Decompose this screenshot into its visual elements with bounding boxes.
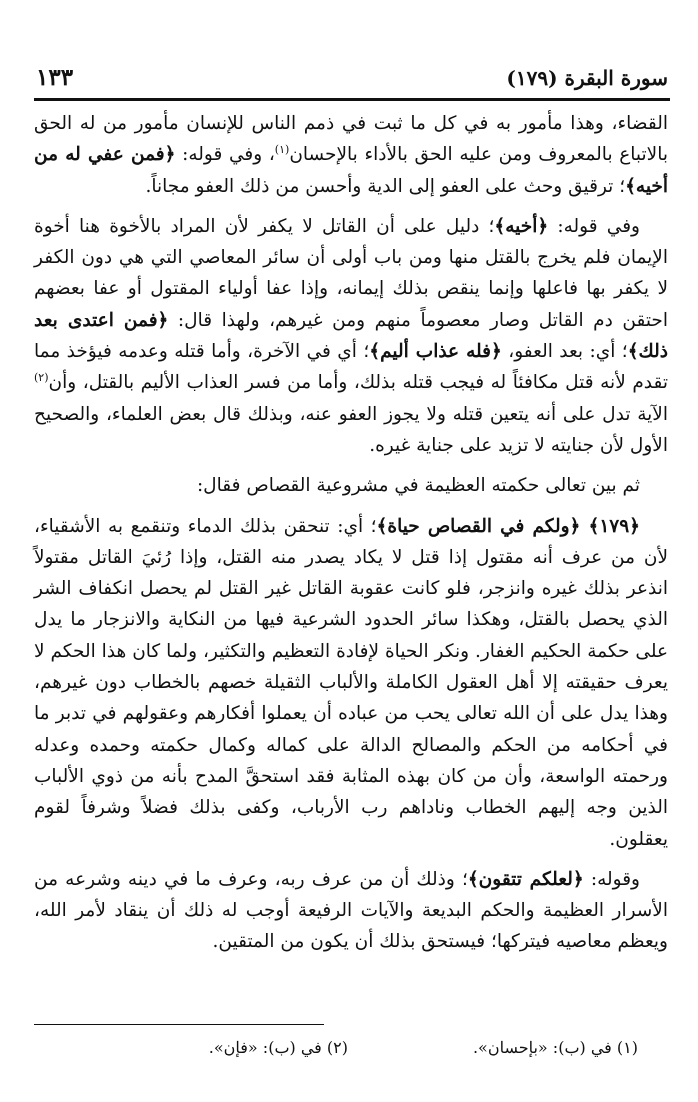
header-divider xyxy=(34,98,670,101)
footnote-divider xyxy=(34,1024,324,1025)
quran-verse-179: ﴿١٧٩﴾ ﴿ولكم في القصاص حياة﴾ xyxy=(376,515,640,537)
main-text xyxy=(34,108,668,963)
quran-quote: ﴿فمن اعتدى بعد ذلك﴾ xyxy=(34,309,668,363)
surah-title: سورة البقرة (١٧٩) xyxy=(506,66,668,90)
quran-quote: ﴿فله عذاب أليم﴾ xyxy=(369,341,502,363)
footnote-ref-2: (٢) xyxy=(34,371,49,385)
footnote-ref-1: (١) xyxy=(274,143,290,157)
quran-quote: ﴿فمن عفي له من أخيه﴾ xyxy=(34,144,668,197)
quran-quote: ﴿أخيه﴾ xyxy=(494,215,549,237)
paragraph-2: وفي قوله: ﴿أخيه﴾؛ دليل على أن القاتل لا يكفر لأن المراد بالأخوة هنا أخوة الإيمان فلم يخرج بالقتل منها ومن باب أولى أن سائر المعاصي التي هي دون الكفر لا يكفر بها فاعلها وإنما ينقص بذلك إيمانه، وإذا عفا أولياء المقتول أو عفا بعضهم احتقن دم القاتل وصار معصوماً منهم ومن غيرهم، ولهذا قال: ﴿فمن اعتدى بعد ذلك﴾؛ أي: بعد العفو، ﴿فله عذاب أليم﴾؛ أي في الآخرة، وأما قتله وعدمه فيؤخذ مما تقدم لأنه قتل مكافئاً له فيجب قتله بذلك، وأما من فسر العذاب الأليم بالقتل، وأن$^{(٢)}$ الآية تدل على أنه يتعين قتله ولا يجوز العفو عنه، وبذلك قال بعض العلماء، والصحيح الأول لأن جنايته لا تزيد على جناية غيره. xyxy=(34,215,668,456)
footnote-2: (٢) في (ب): «فإن». xyxy=(208,1038,348,1057)
paragraph-5: وقوله: ﴿لعلكم تتقون﴾؛ وذلك أن من عرف ربه، وعرف ما في دينه وشرعه من الأسرار العظيمة والحكم البديعة والآيات الرفيعة أوجب له ذلك أن ينقاد لأمر الله، ويعظم معاصيه فيتركها؛ فيستحق بذلك أن يكون من المتقين. xyxy=(34,868,668,953)
paragraph-1: القضاء، وهذا مأمور به في كل ما ثبت في ذمم الناس للإنسان مأمور من له الحق بالاتباع بالمعروف ومن عليه الحق بالأداء بالإحسان$^{(١)}$، وفي قوله: ﴿فمن عفي له من أخيه﴾؛ ترقيق وحث على العفو إلى الدية وأحسن من ذلك العفو مجاناً. xyxy=(34,113,668,197)
page-number: ١٣٣ xyxy=(36,64,74,91)
paragraph-4: ﴿١٧٩﴾ ﴿ولكم في القصاص حياة﴾؛ أي: تنحقن بذلك الدماء وتنقمع به الأشقياء، لأن من عرف أنه مقتول إذا قتل لا يكاد يصدر منه القتل، وإذا رُئيَ القاتل مقتولاً انذعر بذلك غيره وانزجر، فلو كانت عقوبة القاتل غير القتل لم يحصل انكفاف الشر الذي يحصل بالقتل، وهكذا سائر الحدود الشرعية فيها من النكاية والانزجار ما يدل على حكمة الحكيم الغفار. ونكر الحياة لإفادة التعظيم والتكثير، ولما كان هذا الحكم لا يعرف حقيقته إلا أهل العقول الكاملة والألباب الثقيلة خصهم بالخطاب دون غيرهم، وهذا يدل على أن الله تعالى يحب من عباده أن يعملوا أفكارهم وعقولهم في تدبر ما في أحكامه من الحكم والمصالح الدالة على كماله وكمال حكمته وحمده وعدله ورحمته الواسعة، وأن من كان بهذه المثابة فقد استحقَّ المدح بأنه من ذوي الألباب الذين وجه إليهم الخطاب وناداهم رب الأرباب، وكفى بذلك فضلاً وشرفاً لقوم يعقلون. xyxy=(34,515,668,850)
page-header xyxy=(36,62,668,92)
paragraph-3: ثم بين تعالى حكمته العظيمة في مشروعية القصاص فقال: xyxy=(196,475,640,497)
quran-quote: ﴿لعلكم تتقون﴾ xyxy=(467,868,584,890)
footnote-1: (١) في (ب): «بإحسان». xyxy=(472,1038,638,1057)
